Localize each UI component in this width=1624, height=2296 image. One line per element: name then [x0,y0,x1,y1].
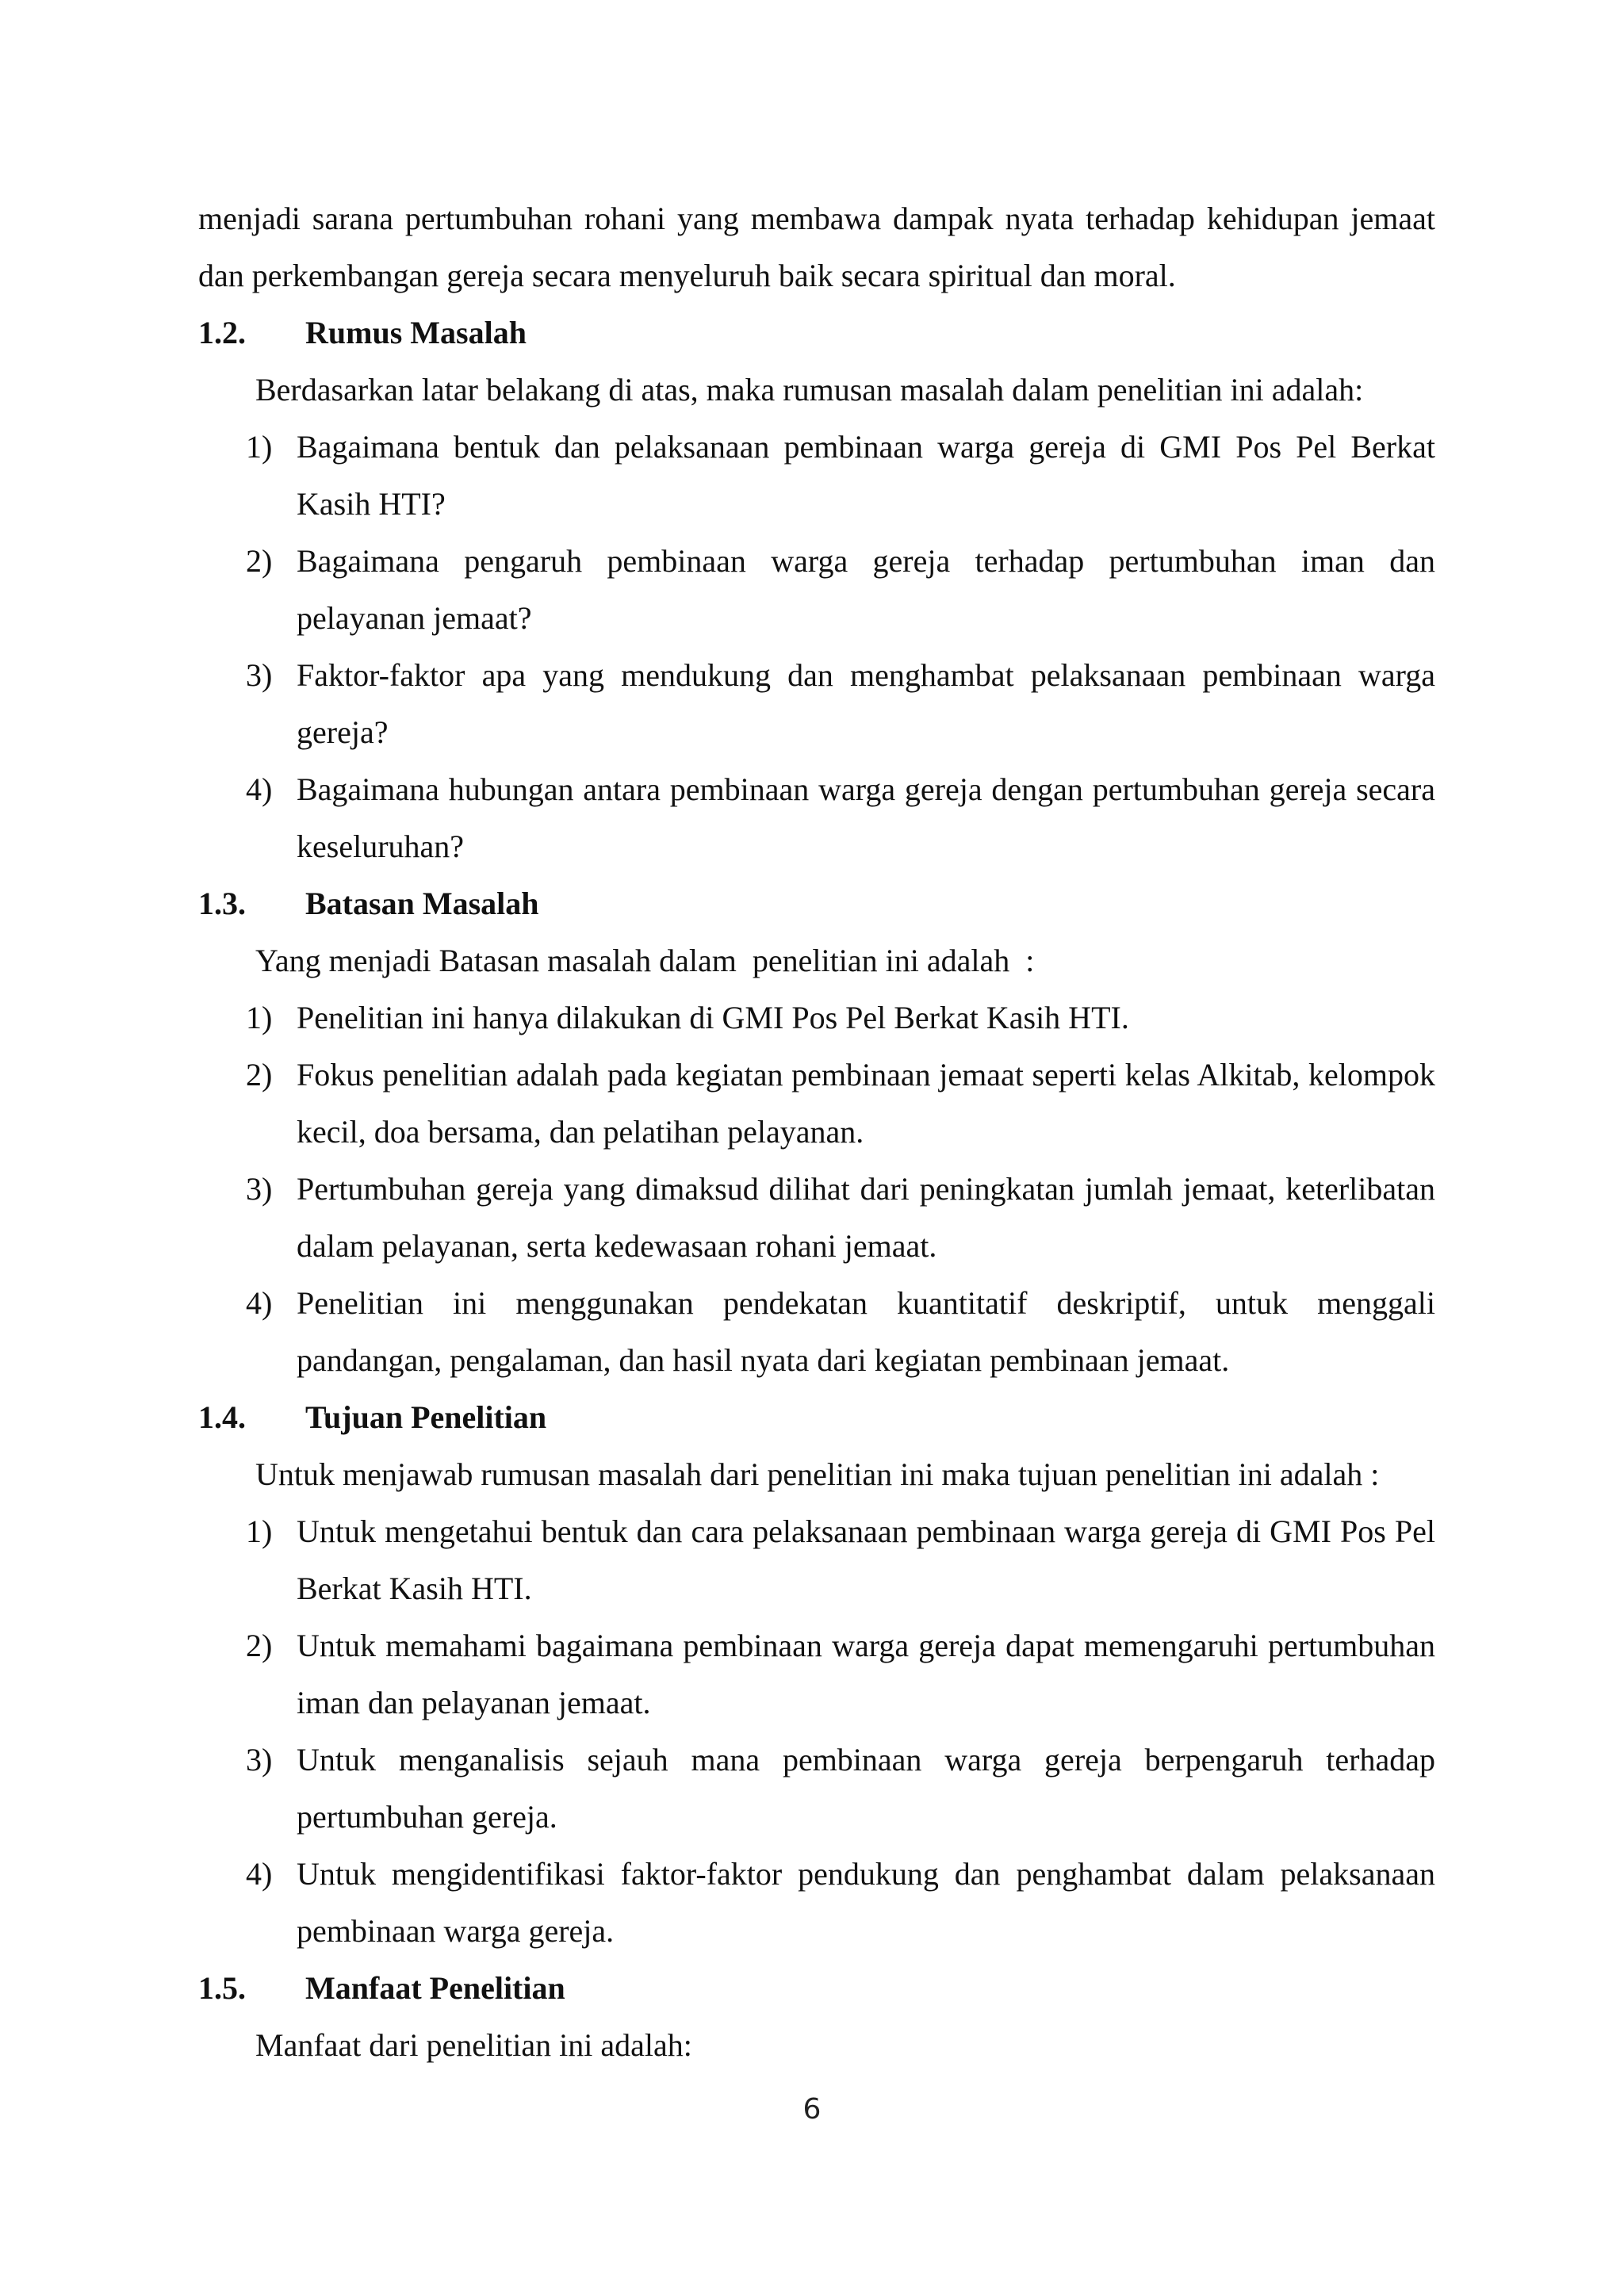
section-number: 1.2. [198,315,246,350]
section-lead: Berdasarkan latar belakang di atas, maka rumusan masalah dalam penelitian ini adalah: [255,372,1364,408]
section-heading-rumus-masalah [198,304,1435,362]
section-heading-batasan-masalah [198,875,1435,932]
list-item-text: Untuk mengidentifikasi faktor-faktor pendukung dan penghambat dalam pelaksanaan pembinaan warga gereja. [297,1856,1435,1949]
section-heading-manfaat-penelitian [198,1960,1435,2017]
list-marker: 2) [246,1057,273,1093]
list-item-text: Pertumbuhan gereja yang dimaksud dilihat dari peningkatan jumlah jemaat, keterlibatan dalam pelayanan, serta kedewasaan rohani jemaat. [297,1171,1435,1264]
list-item-text: Untuk mengetahui bentuk dan cara pelaksanaan pembinaan warga gereja di GMI Pos Pel Berkat Kasih HTI. [297,1513,1435,1606]
list-item [198,989,1435,1047]
section-lead: Yang menjadi Batasan masalah dalam penelitian ini adalah : [255,943,1035,978]
section-number: 1.5. [198,1970,246,2006]
list-item-text: Fokus penelitian adalah pada kegiatan pembinaan jemaat seperti kelas Alkitab, kelompok kecil, doa bersama, dan pelatihan pelayanan. [297,1057,1435,1150]
list-marker: 4) [246,1285,273,1321]
list-marker: 4) [246,771,273,807]
list-item-text: Untuk menganalisis sejauh mana pembinaan warga gereja berpengaruh terhadap pertumbuhan gereja. [297,1742,1435,1835]
numbered-list [198,1503,1435,1960]
section-number: 1.3. [198,886,246,921]
page-number: 6 [802,2093,822,2126]
list-marker: 3) [246,1171,273,1207]
list-item-text: Penelitian ini menggunakan pendekatan kuantitatif deskriptif, untuk menggali pandangan, pengalaman, dan hasil nyata dari kegiatan pembinaan jemaat. [297,1285,1435,1378]
numbered-list [198,989,1435,1389]
section-lead: Manfaat dari penelitian ini adalah: [255,2027,692,2063]
list-marker: 3) [246,1742,273,1777]
section-lead: Untuk menjawab rumusan masalah dari penelitian ini maka tujuan penelitian ini adalah : [255,1456,1380,1492]
list-item [198,1275,1435,1389]
numbered-list [198,419,1435,875]
list-marker: 1) [246,429,273,465]
list-item [198,533,1435,647]
list-marker: 2) [246,543,273,579]
list-marker: 1) [246,1000,273,1035]
list-item [198,1503,1435,1617]
section-title: Rumus Masalah [305,315,527,350]
section-title: Tujuan Penelitian [305,1399,547,1435]
section-number: 1.4. [198,1399,246,1435]
list-item [198,419,1435,533]
list-item [198,1732,1435,1846]
section-title: Manfaat Penelitian [305,1970,565,2006]
list-item-text: Penelitian ini hanya dilakukan di GMI Pos Pel Berkat Kasih HTI. [297,1000,1129,1035]
list-item-text: Bagaimana pengaruh pembinaan warga gereja terhadap pertumbuhan iman dan pelayanan jemaat? [297,543,1435,636]
intro-paragraph: menjadi sarana pertumbuhan rohani yang membawa dampak nyata terhadap kehidupan jemaat dan perkembangan gereja secara menyeluruh baik secara spiritual dan moral. [198,201,1435,293]
list-item [198,761,1435,875]
list-marker: 2) [246,1628,273,1663]
list-item-text: Untuk memahami bagaimana pembinaan warga gereja dapat memengaruhi pertumbuhan iman dan pelayanan jemaat. [297,1628,1435,1720]
list-item [198,647,1435,761]
list-marker: 3) [246,657,273,693]
list-item [198,1161,1435,1275]
list-item-text: Bagaimana hubungan antara pembinaan warga gereja dengan pertumbuhan gereja secara keseluruhan? [297,771,1435,864]
list-item-text: Bagaimana bentuk dan pelaksanaan pembinaan warga gereja di GMI Pos Pel Berkat Kasih HTI? [297,429,1435,522]
list-marker: 1) [246,1513,273,1549]
list-marker: 4) [246,1856,273,1892]
list-item [198,1617,1435,1732]
list-item [198,1047,1435,1161]
list-item-text: Faktor-faktor apa yang mendukung dan menghambat pelaksanaan pembinaan warga gereja? [297,657,1435,750]
list-item [198,1846,1435,1960]
page-content [198,190,1435,2074]
section-heading-tujuan-penelitian [198,1389,1435,1446]
section-title: Batasan Masalah [305,886,539,921]
